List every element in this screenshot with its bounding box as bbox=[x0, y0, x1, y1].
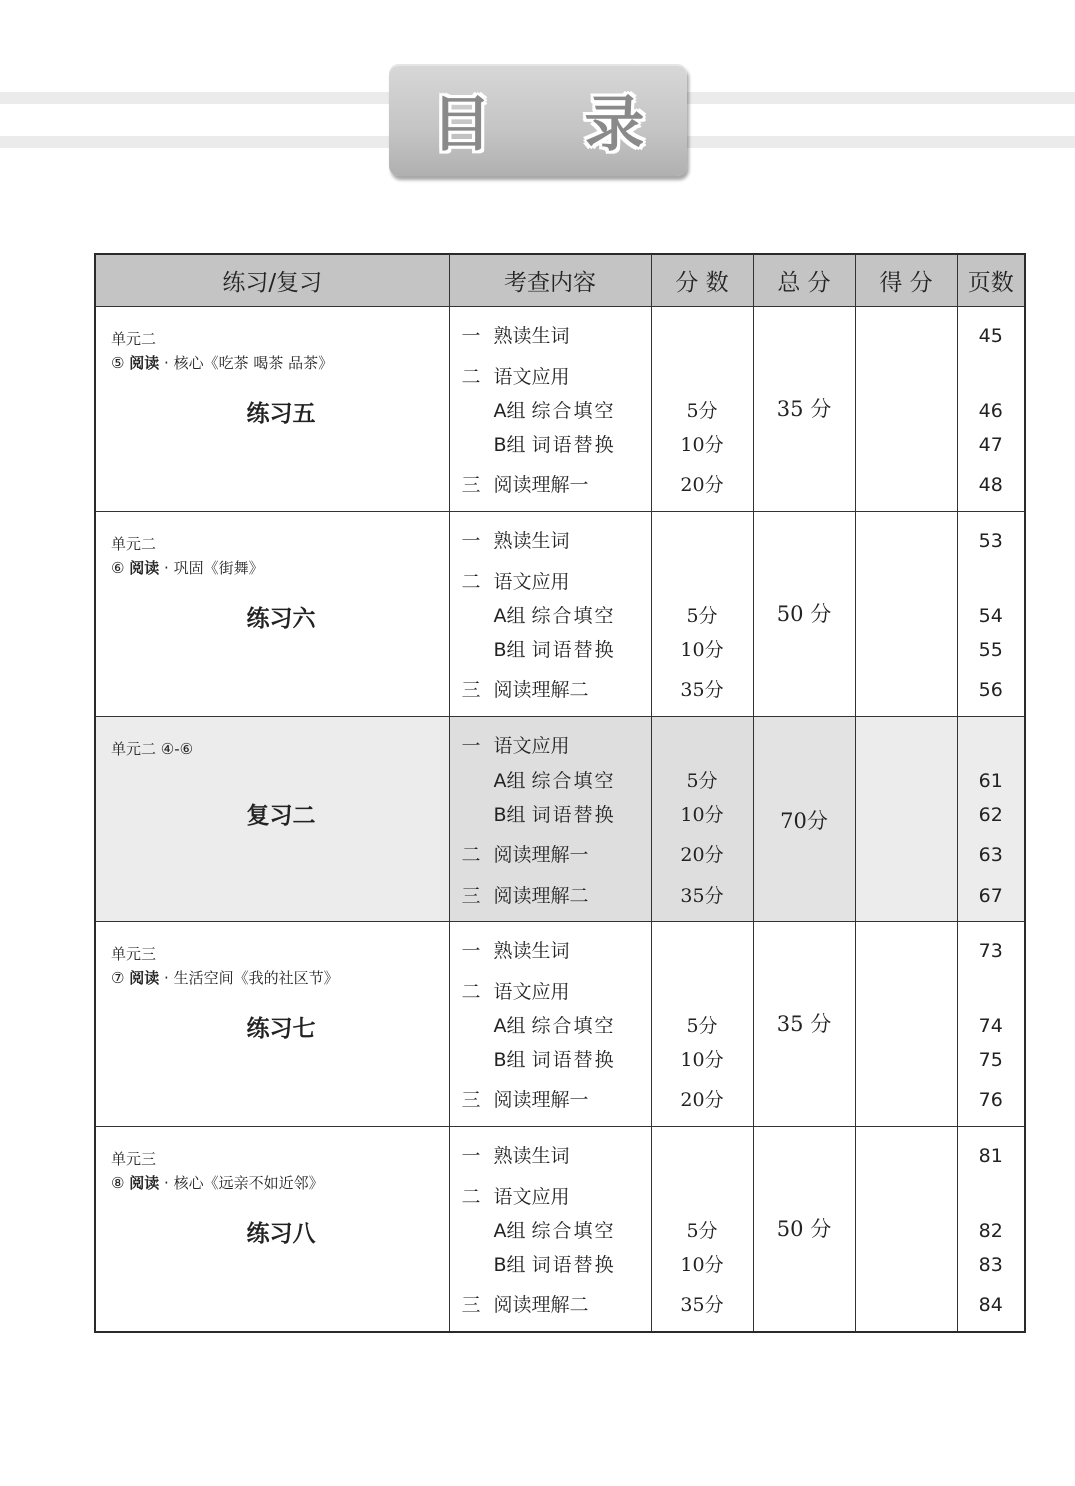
lesson-type: 阅读 bbox=[129, 1174, 160, 1192]
section-number: 三 bbox=[461, 885, 481, 907]
total-points: 50 分 bbox=[776, 602, 832, 626]
content-item bbox=[450, 979, 651, 1005]
score-cell[interactable] bbox=[855, 307, 957, 512]
total-points: 35 分 bbox=[776, 1012, 832, 1036]
content-item bbox=[450, 432, 651, 458]
group-label: A组 bbox=[493, 1015, 526, 1037]
lesson-line bbox=[111, 556, 264, 580]
content-item-text: 阅读理解一 bbox=[493, 844, 589, 866]
total-cell bbox=[753, 307, 855, 512]
score-cell[interactable] bbox=[855, 922, 957, 1127]
page-number: 61 bbox=[978, 770, 1003, 792]
total-cell bbox=[753, 1127, 855, 1332]
col-header-total: 总 分 bbox=[753, 254, 855, 307]
points-value bbox=[652, 938, 753, 964]
content-item bbox=[450, 1184, 651, 1210]
section-number: 二 bbox=[461, 366, 481, 388]
page-number bbox=[958, 364, 1025, 390]
section-number: 三 bbox=[461, 474, 481, 496]
section-number: 三 bbox=[461, 1089, 481, 1111]
lesson-type: 阅读 bbox=[129, 354, 160, 372]
content-item bbox=[450, 802, 651, 828]
contents-table bbox=[94, 253, 1026, 1333]
points-cell bbox=[651, 512, 753, 717]
unit-label: 单元二 ④-⑥ bbox=[111, 740, 194, 758]
lesson-line bbox=[111, 966, 339, 990]
content-item bbox=[450, 364, 651, 390]
points-value bbox=[652, 1184, 753, 1210]
exercise-name: 练习五 bbox=[246, 401, 316, 427]
page-number bbox=[958, 979, 1025, 1005]
points-value: 35分 bbox=[680, 1294, 724, 1316]
content-item-text: 词语替换 bbox=[531, 639, 616, 661]
lesson-separator: · bbox=[164, 969, 169, 987]
points-value: 20分 bbox=[680, 844, 724, 866]
lesson-work-title: 《远亲不如近邻》 bbox=[203, 1174, 324, 1192]
content-item bbox=[450, 1292, 651, 1318]
exercise-row bbox=[95, 512, 1025, 717]
section-number: 一 bbox=[461, 735, 481, 757]
content-item-text: 阅读理解二 bbox=[493, 1294, 589, 1316]
exercise-cell bbox=[95, 717, 449, 922]
col-header-exercise: 练习/复习 bbox=[95, 254, 449, 307]
content-item-text: 阅读理解一 bbox=[493, 474, 589, 496]
lesson-line bbox=[111, 351, 333, 375]
group-label: A组 bbox=[493, 605, 526, 627]
content-item bbox=[450, 1252, 651, 1278]
lesson-number: ⑤ bbox=[111, 354, 125, 372]
page-number bbox=[958, 569, 1025, 595]
points-value: 5分 bbox=[686, 605, 718, 627]
points-cell bbox=[651, 922, 753, 1127]
content-item bbox=[450, 1087, 651, 1113]
points-value: 35分 bbox=[680, 885, 724, 907]
content-item-text: 阅读理解二 bbox=[493, 885, 589, 907]
section-number: 一 bbox=[461, 325, 481, 347]
points-value bbox=[652, 979, 753, 1005]
content-item bbox=[450, 938, 651, 964]
content-item bbox=[450, 528, 651, 554]
content-item bbox=[450, 1218, 651, 1244]
content-item-text: 阅读理解二 bbox=[493, 679, 589, 701]
content-item-text: 语文应用 bbox=[493, 1186, 570, 1208]
col-header-content: 考查内容 bbox=[449, 254, 651, 307]
lesson-separator: · bbox=[164, 559, 169, 577]
section-number: 三 bbox=[461, 1294, 481, 1316]
exercise-cell bbox=[95, 1127, 449, 1332]
content-cell bbox=[449, 512, 651, 717]
page-number bbox=[958, 733, 1025, 759]
content-item-text: 词语替换 bbox=[531, 1049, 616, 1071]
points-value: 20分 bbox=[680, 1089, 724, 1111]
section-number: 二 bbox=[461, 1186, 481, 1208]
lesson-number: ⑥ bbox=[111, 559, 125, 577]
total-points: 50 分 bbox=[776, 1217, 832, 1241]
page-number: 62 bbox=[978, 804, 1003, 826]
content-item-text: 熟读生词 bbox=[493, 325, 570, 347]
section-number: 二 bbox=[461, 844, 481, 866]
content-item-text: 词语替换 bbox=[531, 434, 616, 456]
group-label: B组 bbox=[493, 1254, 526, 1276]
unit-label: 单元三 bbox=[111, 945, 157, 963]
points-value: 5分 bbox=[686, 400, 718, 422]
unit-label: 单元二 bbox=[111, 330, 157, 348]
points-cell bbox=[651, 1127, 753, 1332]
content-item-text: 词语替换 bbox=[531, 804, 616, 826]
content-item bbox=[450, 603, 651, 629]
section-number: 三 bbox=[461, 679, 481, 701]
content-cell bbox=[449, 1127, 651, 1332]
total-points: 35 分 bbox=[776, 397, 832, 421]
page-cell bbox=[957, 512, 1025, 717]
content-item-text: 综合填空 bbox=[531, 770, 616, 792]
content-item bbox=[450, 677, 651, 703]
section-number: 一 bbox=[461, 530, 481, 552]
page-number: 45 bbox=[978, 325, 1003, 347]
points-value: 5分 bbox=[686, 770, 718, 792]
points-value bbox=[652, 733, 753, 759]
group-label: B组 bbox=[493, 639, 526, 661]
lesson-number: ⑧ bbox=[111, 1174, 125, 1192]
lesson-separator: · bbox=[164, 354, 169, 372]
content-item bbox=[450, 1047, 651, 1073]
exercise-name: 练习六 bbox=[246, 606, 316, 632]
content-cell bbox=[449, 717, 651, 922]
content-item-text: 综合填空 bbox=[531, 400, 616, 422]
score-cell[interactable] bbox=[855, 512, 957, 717]
points-value: 10分 bbox=[680, 1049, 724, 1071]
group-label: A组 bbox=[493, 1220, 526, 1242]
section-number: 二 bbox=[461, 571, 481, 593]
page-cell bbox=[957, 922, 1025, 1127]
section-number: 一 bbox=[461, 1145, 481, 1167]
page-number: 54 bbox=[978, 605, 1003, 627]
content-item-text: 熟读生词 bbox=[493, 940, 570, 962]
page-number: 82 bbox=[978, 1220, 1003, 1242]
content-item-text: 语文应用 bbox=[493, 366, 570, 388]
content-item bbox=[450, 842, 651, 868]
col-header-score: 得 分 bbox=[855, 254, 957, 307]
col-header-points: 分 数 bbox=[651, 254, 753, 307]
exercise-name: 练习七 bbox=[246, 1016, 316, 1042]
page-number: 74 bbox=[978, 1015, 1003, 1037]
lesson-category: 生活空间 bbox=[173, 969, 234, 987]
points-value bbox=[652, 323, 753, 349]
lesson-separator: · bbox=[164, 1174, 169, 1192]
content-item bbox=[450, 883, 651, 909]
points-value: 5分 bbox=[686, 1015, 718, 1037]
content-item-text: 阅读理解一 bbox=[493, 1089, 589, 1111]
lesson-category: 核心 bbox=[173, 354, 204, 372]
unit-label: 单元三 bbox=[111, 1150, 157, 1168]
page-cell bbox=[957, 717, 1025, 922]
section-number: 一 bbox=[461, 940, 481, 962]
page-title-plate bbox=[389, 64, 687, 176]
lesson-category: 核心 bbox=[173, 1174, 204, 1192]
content-item-text: 综合填空 bbox=[531, 1015, 616, 1037]
points-value bbox=[652, 528, 753, 554]
content-item-text: 综合填空 bbox=[531, 605, 616, 627]
content-item bbox=[450, 569, 651, 595]
points-value: 10分 bbox=[680, 434, 724, 456]
exercise-row bbox=[95, 1127, 1025, 1332]
content-item bbox=[450, 472, 651, 498]
total-cell bbox=[753, 922, 855, 1127]
exercise-cell bbox=[95, 922, 449, 1127]
page-number: 76 bbox=[978, 1089, 1003, 1111]
points-cell bbox=[651, 717, 753, 922]
page-number: 63 bbox=[978, 844, 1003, 866]
page-title: 目 录 bbox=[431, 90, 681, 160]
total-cell bbox=[753, 512, 855, 717]
exercise-name: 复习二 bbox=[246, 803, 316, 829]
page-number: 73 bbox=[978, 940, 1003, 962]
group-label: A组 bbox=[493, 770, 526, 792]
content-item-text: 熟读生词 bbox=[493, 1145, 570, 1167]
score-cell[interactable] bbox=[855, 1127, 957, 1332]
page-number: 81 bbox=[978, 1145, 1003, 1167]
content-cell bbox=[449, 922, 651, 1127]
table-header-row bbox=[95, 254, 1025, 307]
page-number: 46 bbox=[978, 400, 1003, 422]
review-row bbox=[95, 717, 1025, 922]
page-cell bbox=[957, 307, 1025, 512]
content-item-text: 熟读生词 bbox=[493, 530, 570, 552]
page-number: 47 bbox=[978, 434, 1003, 456]
content-item-text: 语文应用 bbox=[493, 571, 570, 593]
lesson-line bbox=[111, 1171, 324, 1195]
content-item bbox=[450, 1013, 651, 1039]
content-item bbox=[450, 733, 651, 759]
points-value: 5分 bbox=[686, 1220, 718, 1242]
points-value bbox=[652, 364, 753, 390]
page-number: 84 bbox=[978, 1294, 1003, 1316]
lesson-work-title: 《吃茶 喝茶 品茶》 bbox=[203, 354, 334, 372]
page-number: 55 bbox=[978, 639, 1003, 661]
exercise-name: 练习八 bbox=[246, 1221, 316, 1247]
lesson-type: 阅读 bbox=[129, 559, 160, 577]
points-value: 20分 bbox=[680, 474, 724, 496]
lesson-work-title: 《我的社区节》 bbox=[233, 969, 339, 987]
unit-label: 单元二 bbox=[111, 535, 157, 553]
page-number: 83 bbox=[978, 1254, 1003, 1276]
page-number: 53 bbox=[978, 530, 1003, 552]
group-label: B组 bbox=[493, 1049, 526, 1071]
exercise-cell bbox=[95, 307, 449, 512]
points-value bbox=[652, 569, 753, 595]
content-item-text: 词语替换 bbox=[531, 1254, 616, 1276]
content-item-text: 语文应用 bbox=[493, 735, 570, 757]
content-item bbox=[450, 1143, 651, 1169]
col-header-page: 页数 bbox=[957, 254, 1025, 307]
content-item-text: 语文应用 bbox=[493, 981, 570, 1003]
total-points: 70分 bbox=[780, 809, 828, 833]
lesson-number: ⑦ bbox=[111, 969, 125, 987]
page-cell bbox=[957, 1127, 1025, 1332]
page-number: 56 bbox=[978, 679, 1003, 701]
content-item bbox=[450, 768, 651, 794]
points-value: 10分 bbox=[680, 1254, 724, 1276]
section-number: 二 bbox=[461, 981, 481, 1003]
score-cell[interactable] bbox=[855, 717, 957, 922]
group-label: A组 bbox=[493, 400, 526, 422]
page-number: 48 bbox=[978, 474, 1003, 496]
lesson-type: 阅读 bbox=[129, 969, 160, 987]
content-item bbox=[450, 323, 651, 349]
content-cell bbox=[449, 307, 651, 512]
exercise-row bbox=[95, 922, 1025, 1127]
exercise-cell bbox=[95, 512, 449, 717]
content-item-text: 综合填空 bbox=[531, 1220, 616, 1242]
points-value: 10分 bbox=[680, 639, 724, 661]
page-number: 75 bbox=[978, 1049, 1003, 1071]
points-value: 10分 bbox=[680, 804, 724, 826]
exercise-row bbox=[95, 307, 1025, 512]
page-number bbox=[958, 1184, 1025, 1210]
points-value: 35分 bbox=[680, 679, 724, 701]
content-item bbox=[450, 637, 651, 663]
content-item bbox=[450, 398, 651, 424]
points-value bbox=[652, 1143, 753, 1169]
points-cell bbox=[651, 307, 753, 512]
lesson-work-title: 《街舞》 bbox=[203, 559, 264, 577]
total-cell bbox=[753, 717, 855, 922]
page-number: 67 bbox=[978, 885, 1003, 907]
lesson-category: 巩固 bbox=[173, 559, 204, 577]
group-label: B组 bbox=[493, 434, 526, 456]
group-label: B组 bbox=[493, 804, 526, 826]
